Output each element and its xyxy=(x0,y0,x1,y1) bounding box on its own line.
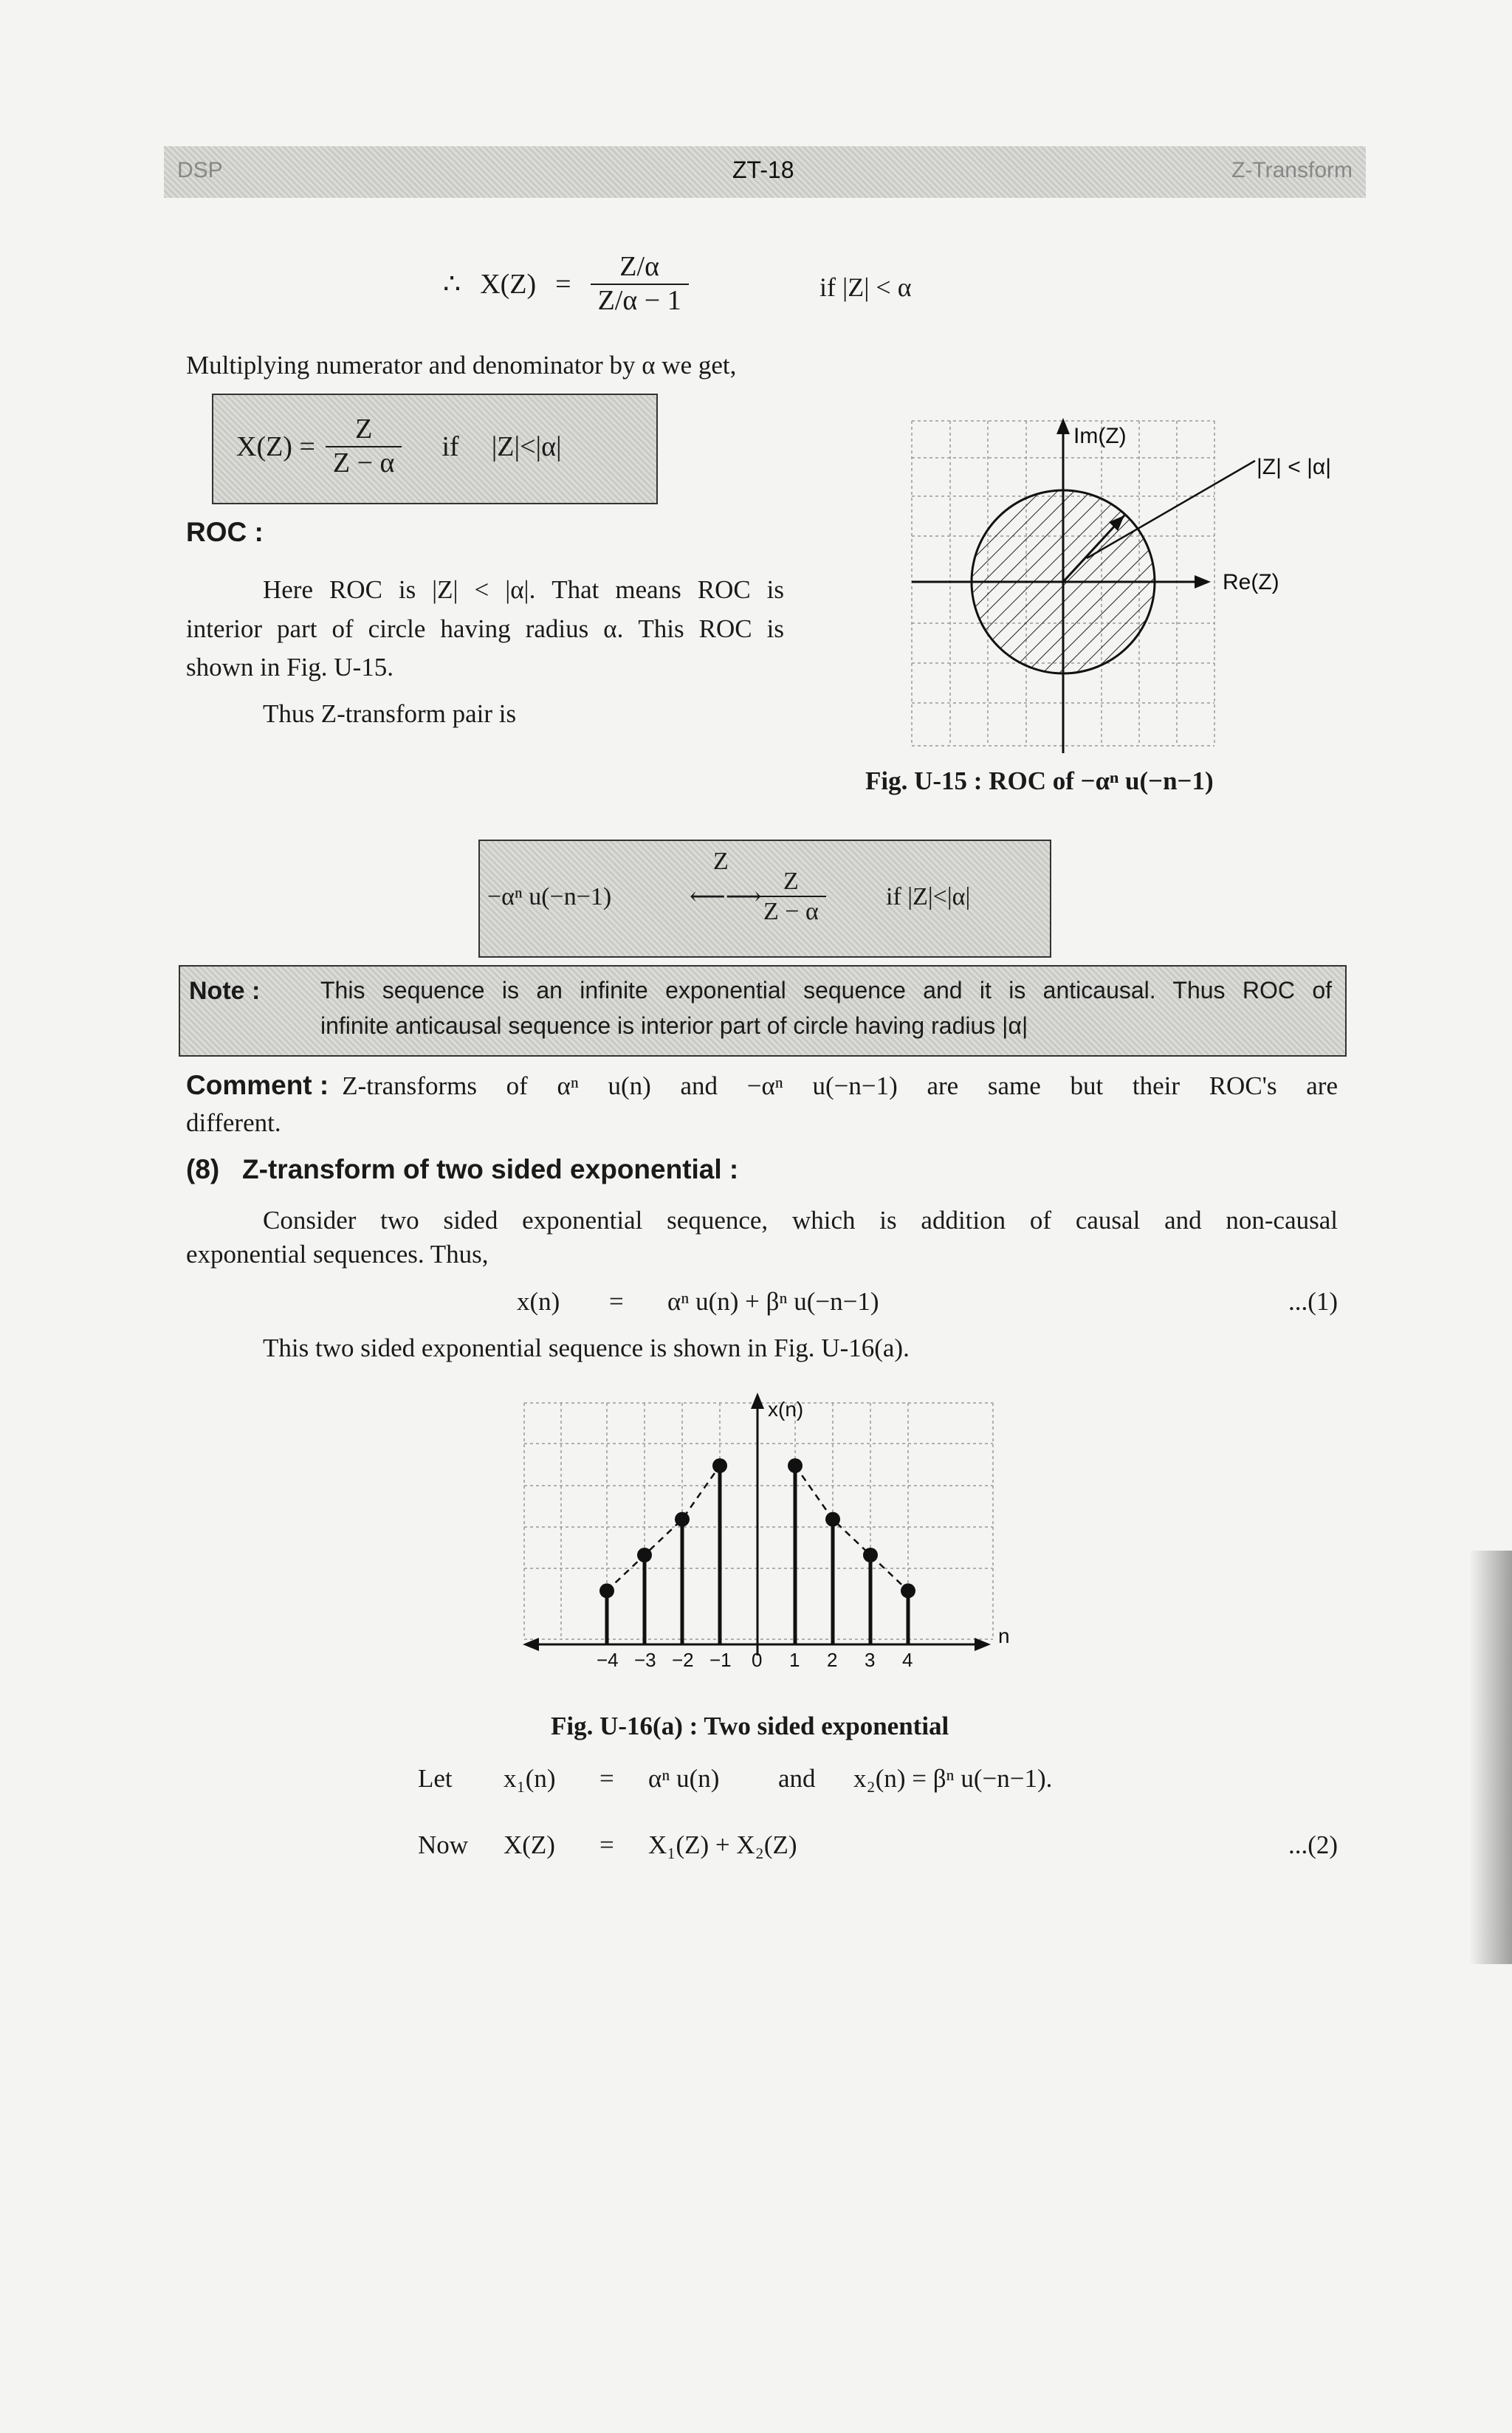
multiply-text: Multiplying numerator and denominator by α we get, xyxy=(186,351,737,380)
boxed-eq-lhs: X(Z) = xyxy=(236,430,315,462)
eq-top-condition: if |Z| < α xyxy=(819,272,912,302)
note-line-2: infinite anticausal sequence is interior part of circle having radius |α| xyxy=(320,1012,1028,1039)
eq1-equals: = xyxy=(609,1287,624,1316)
equation-top xyxy=(443,251,689,317)
let-x2: x₂(n) = βⁿ u(−n−1). xyxy=(853,1764,1053,1793)
equation-1 xyxy=(517,1285,1338,1319)
fig16-tick-label: −1 xyxy=(709,1649,732,1671)
pair-lhs: −αⁿ u(−n−1) xyxy=(487,883,612,910)
eq-top-lhs: X(Z) xyxy=(480,268,537,300)
now-number: ...(2) xyxy=(1288,1830,1338,1859)
let-line xyxy=(418,1762,1230,1796)
fig16-sample-point xyxy=(901,1583,915,1598)
now-line xyxy=(418,1828,1338,1862)
fig15-caption: Fig. U-15 : ROC of −αⁿ u(−n−1) xyxy=(865,766,1214,795)
fig16-x-axis-right-arrow xyxy=(975,1638,991,1651)
fig16-tick-label: 1 xyxy=(789,1649,800,1671)
now-label: Now xyxy=(418,1830,469,1859)
therefore-symbol: ∴ xyxy=(443,268,461,300)
fig16-sample-point xyxy=(788,1458,803,1473)
roc-line-2: interior part of circle having radius α. This ROC is xyxy=(186,614,784,643)
eq-top-fraction xyxy=(591,251,689,317)
section-8-p2: This two sided exponential sequence is shown in Fig. U-16(a). xyxy=(263,1334,910,1362)
header-center: ZT-18 xyxy=(732,157,794,183)
fig16-caption: Fig. U-16(a) : Two sided exponential xyxy=(551,1712,949,1740)
section-8-p1-line-2: exponential sequences. Thus, xyxy=(186,1240,489,1269)
fig16-tick-label: 0 xyxy=(752,1649,763,1671)
now-lhs: X(Z) xyxy=(504,1830,555,1859)
pair-condition: if |Z|<|α| xyxy=(886,883,971,910)
eq1-number: ...(1) xyxy=(1288,1287,1338,1316)
fig15-re-label: Re(Z) xyxy=(1223,570,1279,594)
fig16-y-axis-arrow xyxy=(751,1393,764,1409)
pair-fraction xyxy=(756,867,826,926)
note-line-1: This sequence is an infinite exponential sequence and it is anticausal. Thus ROC of xyxy=(320,977,1332,1003)
comment-line-1 xyxy=(186,1069,1338,1103)
fig16-sample-point xyxy=(863,1548,878,1562)
z-transform-pair-intro: Thus Z-transform pair is xyxy=(263,699,517,728)
fig16-sample-point xyxy=(637,1548,652,1562)
boxed-eq-if: if xyxy=(441,430,459,462)
let-label: Let xyxy=(418,1764,453,1793)
roc-line-3: shown in Fig. U-15. xyxy=(186,653,394,682)
eq-top-equals: = xyxy=(555,268,571,300)
let-x1-rhs: αⁿ u(n) xyxy=(648,1764,720,1793)
boxed-eq-fraction xyxy=(326,413,402,479)
section-8-p1-line-1: Consider two sided exponential sequence, which is addition of causal and non-causal xyxy=(263,1206,1338,1235)
fig16-sample-point xyxy=(825,1512,840,1527)
pair-numerator: Z xyxy=(783,868,799,895)
fig16-sample-point xyxy=(599,1583,614,1598)
roc-line-1: Here ROC is |Z| < |α|. That means ROC is xyxy=(263,575,784,604)
figure-u15 xyxy=(901,413,1344,761)
scan-edge-shadow xyxy=(1469,1551,1512,1964)
boxed-eq-numerator: Z xyxy=(355,413,373,445)
boxed-eq-condition: |Z|<|α| xyxy=(491,430,562,462)
pair-arrow-label: Z xyxy=(713,848,729,875)
eq-top-numerator: Z/α xyxy=(619,251,659,282)
eq1-rhs: αⁿ u(n) + βⁿ u(−n−1) xyxy=(667,1287,879,1316)
header-left: DSP xyxy=(177,158,223,182)
comment-text-1: Z-transforms of αⁿ u(n) and −αⁿ u(−n−1) are same but their ROC's are xyxy=(342,1071,1338,1100)
comment-line-2: different. xyxy=(186,1108,281,1137)
roc-heading: ROC : xyxy=(186,517,264,547)
eq-top-denominator: Z/α − 1 xyxy=(591,284,689,318)
figure-u16a xyxy=(517,1388,1034,1698)
fig16-sample-point xyxy=(675,1512,690,1527)
now-rhs: X₁(Z) + X₂(Z) xyxy=(648,1830,797,1859)
let-and: and xyxy=(778,1764,816,1793)
now-equals: = xyxy=(599,1830,614,1859)
note-box xyxy=(179,965,1347,1057)
fig16-tick-label: 2 xyxy=(827,1649,838,1671)
fig16-envelope-line xyxy=(795,1466,908,1590)
fig16-envelope-line xyxy=(607,1466,720,1590)
fig16-sample-point xyxy=(712,1458,727,1473)
fig16-tick-label: 3 xyxy=(865,1649,876,1671)
fig16-tick-label: −2 xyxy=(672,1649,694,1671)
comment-label: Comment : xyxy=(186,1070,329,1100)
fig16-tick-labels xyxy=(597,1649,913,1671)
let-equals: = xyxy=(599,1764,614,1793)
fig15-im-label: Im(Z) xyxy=(1073,424,1127,448)
fig16-tick-label: 4 xyxy=(902,1649,913,1671)
fig16-y-label: x(n) xyxy=(768,1398,804,1421)
boxed-equation-content xyxy=(236,413,562,479)
fig15-real-axis-arrow xyxy=(1195,575,1211,588)
pair-box-content xyxy=(487,848,1048,951)
pair-denominator: Z − α xyxy=(756,896,826,926)
let-x1: x₁(n) xyxy=(504,1764,556,1793)
fig16-tick-label: −3 xyxy=(634,1649,656,1671)
header-right: Z-Transform xyxy=(1231,158,1353,182)
eq1-lhs: x(n) xyxy=(517,1287,560,1316)
fig16-x-label: n xyxy=(998,1624,1010,1647)
fig15-roc-label: |Z| < |α| xyxy=(1257,455,1332,479)
page-header xyxy=(164,146,1366,198)
pair-double-arrow: ⟵⟶ xyxy=(690,883,762,910)
fig16-tick-label: −4 xyxy=(597,1649,619,1671)
section-8-heading: (8) Z-transform of two sided exponential : xyxy=(186,1154,739,1184)
note-label: Note : xyxy=(189,977,261,1005)
boxed-eq-denominator: Z − α xyxy=(326,446,402,480)
